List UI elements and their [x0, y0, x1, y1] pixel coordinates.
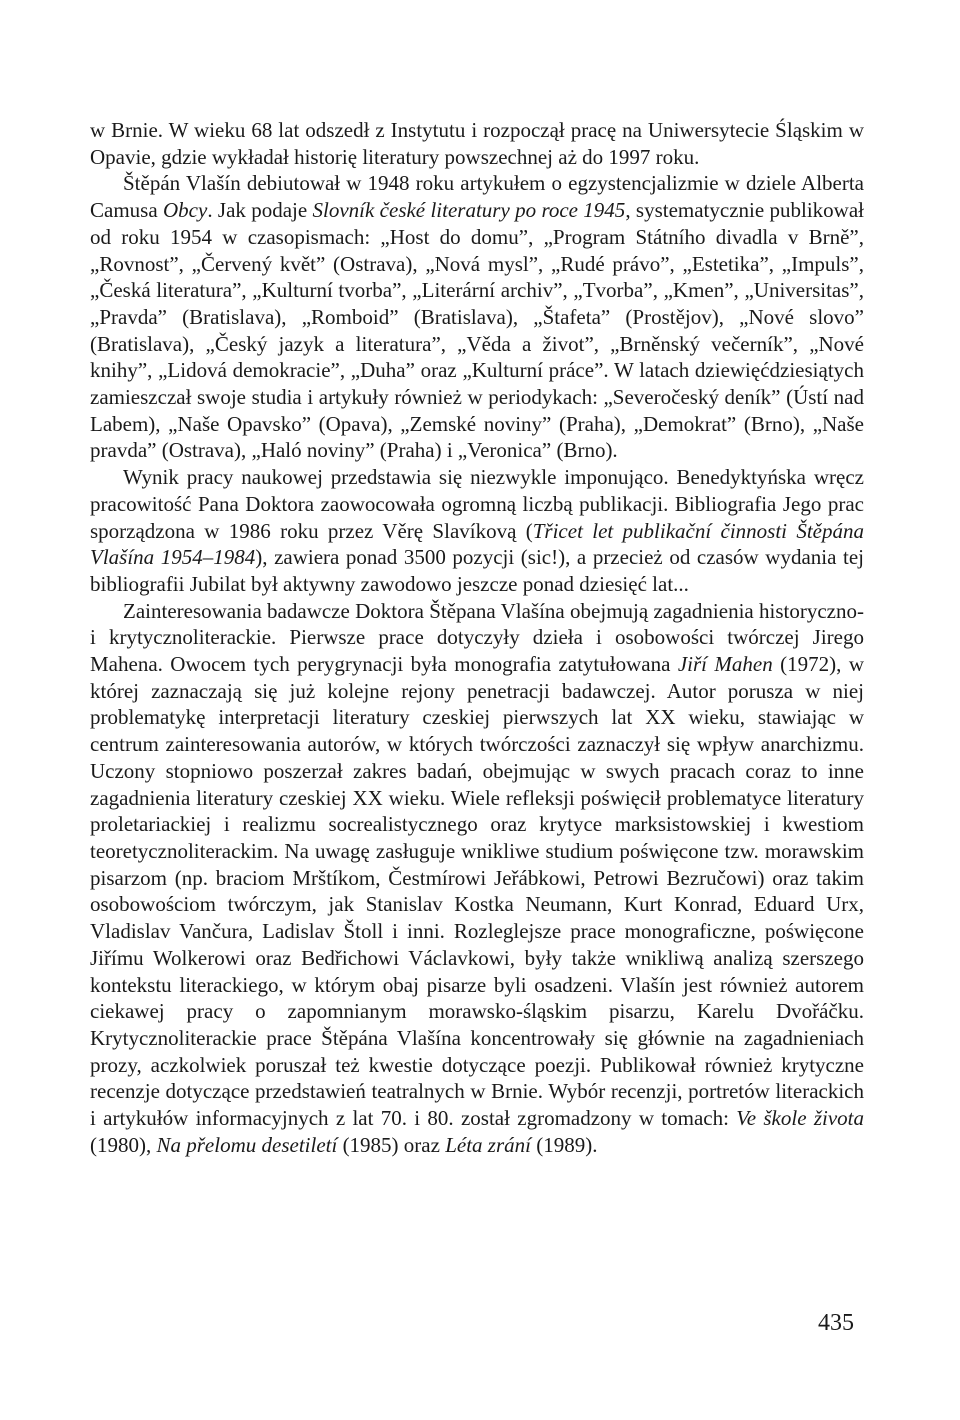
paragraph-3	[90, 464, 864, 598]
paragraph-1	[90, 117, 864, 170]
italic-title-text: Slovník české literatury po roce 1945	[312, 198, 626, 223]
italic-title-text: Léta zrání	[445, 1132, 531, 1157]
body-text: Wynik pracy naukowej przedstawia się niezwykle imponująco. Benedyktyńska wręcz pracowitość Pana Doktora zaowocowała ogromną liczbą publikacji. Bibliografia Jego prac sporządzona w 1986 roku przez Věrę Slavíkovą (	[90, 465, 864, 543]
paragraph-4	[90, 598, 864, 1159]
body-text: (1972), w której zaznaczają się już kolejne rejony penetracji badawczej. Autor porusza w niej problematykę interpretacji literatury czeskiej pierwszych lat XX wieku, stawiając w centrum zainteresowania autorów, w których twórczości zaznaczył się wpływ anarchizmu. Uczony stopniowo poszerzał zakres badań, obejmując w swych pracach coraz to inne zagadnienia literatury czeskiej XX wieku. Wiele refleksji poświęcił problematyce literatury proletariackiej i realizmu socrealistycznego oraz krytyce marksistowskiej i kwestiom teoretycznoliterackim. Na uwagę zasługuje wnikliwe studium poświęcone tzw. morawskim pisarzom (np. braciom Mrštíkom, Čestmírowi Jeřábkowi, Petrowi Bezručowi) oraz takim osobowościom twórczym, jak Stanislav Kostka Neumann, Kurt Konrad, Eduard Urx, Vladislav Vančura, Ladislav Štoll i inni. Rozleglejsze prace monograficzne, poświęcone Jiřímu Wolkerowi oraz Bedřichowi Václavkowi, były także wnikliwą analizą szerszego kontekstu literackiego, w którym obaj pisarze byli osadzeni. Vlašín jest również autorem ciekawej pracy o zapomnianym morawsko-śląskim pisarzu, Karelu Dvořáčku. Krytycznoliterackie prace Štěpána Vlašína koncentrowały się głównie na zagadnieniach prozy, aczkolwiek poruszał też kwestie dotyczące poezji. Publikował również krytyczne recenzje dotyczące przedstawień teatralnych w Brnie. Wybór recenzji, portretów literackich i artykułów informacyjnych z lat 70. i 80. został zgromadzony w tomach:	[90, 652, 864, 1131]
page-body	[90, 117, 864, 1158]
body-text: ), zawiera ponad 3500 pozycji (sic!), a przecież od czasów wydania tej bibliografii Jubilat był aktywny zawodowo jeszcze ponad dziesięć lat...	[90, 545, 864, 596]
body-text: , systematycznie publikował od roku 1954 w czasopismach: „Host do domu”, „Program Státního divadla v Brně”, „Rovnost”, „Červený květ” (Ostrava), „Nová mysl”, „Rudé právo”, „Estetika”, „Impuls”, „Česká literatura”, „Kulturní tvorba”, „Literární archiv”, „Tvorba”, „Kmen”, „Universitas”, „Pravda” (Bratislava), „Romboid” (Bratislava), „Štafeta” (Prostějov), „Nové slovo” (Bratislava), „Český jazyk a literatura”, „Věda a život”, „Brněnský večerník”, „Nové knihy”, „Lidová demokracie”, „Duha” oraz „Kulturní práce”. W latach dziewięćdziesiątych zamieszczał swoje studia i artykuły również w periodykach: „Severočeský deník” (Ústí nad Labem), „Naše Opavsko” (Opava), „Zemské noviny” (Praha), „Demokrat” (Brno), „Naše pravda” (Ostrava), „Haló noviny” (Praha) i „Veronica” (Brno).	[90, 198, 865, 463]
italic-title-text: Na přelomu desetiletí	[156, 1132, 338, 1157]
italic-title-text: Jiří Mahen	[677, 652, 773, 677]
body-text: w Brnie. W wieku 68 lat odszedł z Instytutu i rozpoczął pracę na Uniwersytecie Śląskim w Opavie, gdzie wykładał historię literatury powszechnej aż do 1997 roku.	[90, 118, 864, 169]
body-text: (1985) oraz	[337, 1132, 446, 1157]
body-text: . Jak podaje	[207, 198, 313, 223]
paragraph-2	[90, 170, 864, 464]
page-number: 435	[818, 1310, 854, 1336]
italic-title-text: Obcy	[163, 198, 208, 223]
body-text: Štěpán Vlašín debiutował w 1948 roku artykułem o egzystencjalizmie w dziele Alberta Camusa	[90, 171, 864, 223]
body-text: (1980),	[90, 1132, 157, 1157]
body-text: Zainteresowania badawcze Doktora Štěpana Vlašína obejmują zagadnienia historyczno- i krytycznoliterackie. Pierwsze prace dotyczyły dzieła i osobowości twórczej Jirego Mahena. Owocem tych perygrynacji była monografia zatytułowana	[90, 598, 864, 677]
italic-title-text: Ve škole života	[736, 1106, 864, 1131]
body-text: (1989).	[530, 1132, 598, 1157]
italic-title-text: Třicet let publikační činnosti Štěpána Vlašína 1954–1984	[90, 518, 864, 570]
